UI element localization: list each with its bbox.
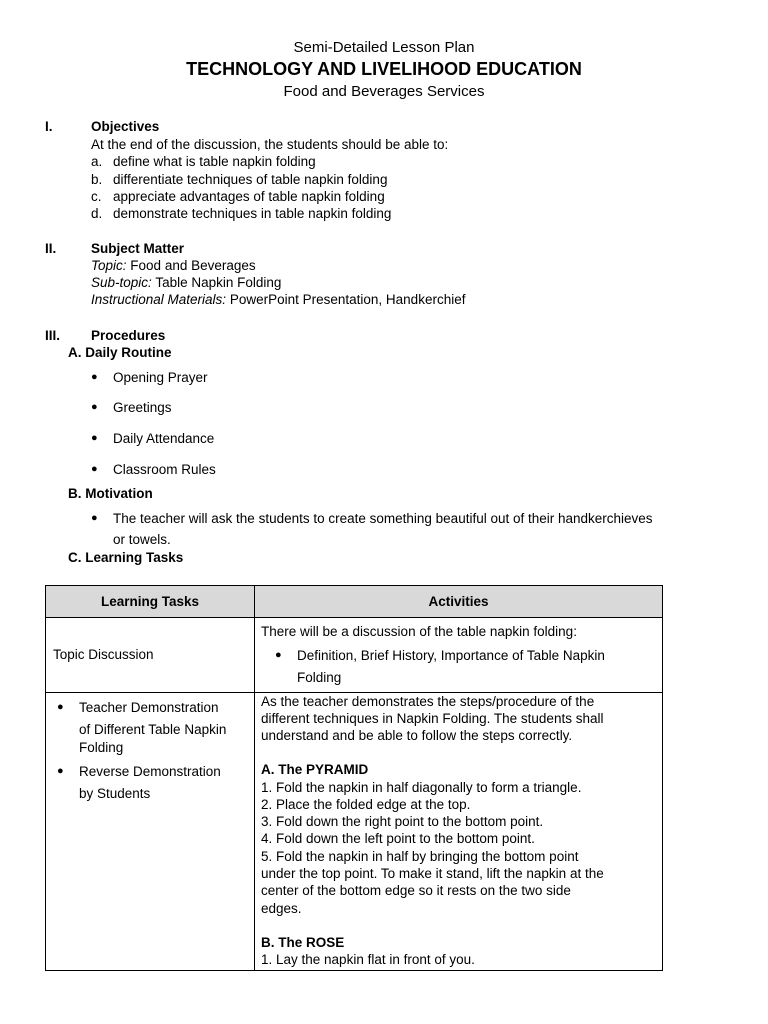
demo-intro-line: different techniques in Napkin Folding. The students shall [261,711,604,726]
section-numeral-2: II. [45,241,57,256]
activity-intro: There will be a discussion of the table napkin folding: [261,624,577,639]
task-reverse-demo: ● Reverse Demonstration [79,764,221,779]
objective-letter-d: d. [91,206,103,221]
materials-value: PowerPoint Presentation, Handkerchief [229,292,466,307]
rose-step: 1. Lay the napkin flat in front of you. [261,952,475,967]
materials-label: Instructional Materials: [91,292,227,307]
objective-text-d: demonstrate techniques in table napkin folding [113,206,392,221]
objective-letter-c: c. [91,189,102,204]
table-row-topic-task [46,618,255,693]
doc-title: TECHNOLOGY AND LIVELIHOOD EDUCATION [186,59,582,79]
task-reverse-demo-cont: by Students [79,786,151,801]
task-topic-discussion: Topic Discussion [53,647,154,662]
motivation-text-cont: or towels. [113,532,171,547]
routine-item: ● Greetings [113,400,172,415]
rose-heading: B. The ROSE [261,935,345,950]
materials-line [91,292,465,307]
table-row-topic-activity [255,618,663,693]
routine-item: ● Opening Prayer [113,370,208,385]
objectives-heading: Objectives [91,119,160,134]
pyramid-step: under the top point. To make it stand, lift the napkin at the [261,866,604,881]
routine-item: ● Daily Attendance [113,431,214,446]
activity-bullet: ● Definition, Brief History, Importance of Table Napkin [297,648,605,663]
pyramid-heading: A. The PYRAMID [261,762,369,777]
learning-tasks-table [45,585,663,971]
objective-text-b: differentiate techniques of table napkin folding [113,172,388,187]
pyramid-step: 1. Fold the napkin in half diagonally to form a triangle. [261,780,582,795]
task-teacher-demo: ● Teacher Demonstration [79,700,219,715]
col-header-learning-tasks: Learning Tasks [46,586,255,618]
activity-bullet-cont: Folding [297,670,342,685]
demo-intro-line: understand and be able to follow the steps correctly. [261,728,573,743]
routine-item: ● Classroom Rules [113,462,216,477]
pyramid-step: center of the bottom edge so it rests on the two side [261,883,571,898]
task-teacher-demo-cont: of Different Table Napkin [79,722,227,737]
pyramid-step: edges. [261,901,302,916]
subtopic-line [91,275,281,290]
objectives-intro: At the end of the discussion, the students should be able to: [91,137,449,152]
pyramid-step: 5. Fold the napkin in half by bringing the bottom point [261,849,579,864]
procedures-heading: Procedures [91,328,166,343]
learning-tasks-heading: C. Learning Tasks [68,550,184,565]
daily-routine-heading: A. Daily Routine [68,345,172,360]
motivation-heading: B. Motivation [68,486,153,501]
objective-letter-b: b. [91,172,103,187]
subtopic-label: Sub-topic: [91,275,152,290]
table-row-demo-task [46,693,255,971]
pyramid-step: 3. Fold down the right point to the bottom point. [261,814,544,829]
pyramid-step: 2. Place the folded edge at the top. [261,797,471,812]
task-teacher-demo-cont: Folding [79,740,124,755]
section-numeral-3: III. [45,328,61,343]
objective-text-a: define what is table napkin folding [113,154,316,169]
topic-value: Food and Beverages [130,258,256,273]
doc-kicker: Semi-Detailed Lesson Plan [293,39,475,56]
col-header-activities: Activities [255,586,663,618]
section-numeral-1: I. [45,119,53,134]
objective-letter-a: a. [91,154,103,169]
objective-text-c: appreciate advantages of table napkin folding [113,189,385,204]
topic-line [91,258,256,273]
subtopic-value: Table Napkin Folding [155,275,282,290]
table-row-demo-activity [255,693,663,971]
pyramid-step: 4. Fold down the left point to the bottom point. [261,831,535,846]
motivation-text: ● The teacher will ask the students to create something beautiful out of their handkerchieves [113,511,653,526]
subject-matter-heading: Subject Matter [91,241,185,256]
topic-label: Topic: [91,258,127,273]
doc-subtitle: Food and Beverages Services [283,83,485,100]
demo-intro-line: As the teacher demonstrates the steps/procedure of the [261,694,595,709]
